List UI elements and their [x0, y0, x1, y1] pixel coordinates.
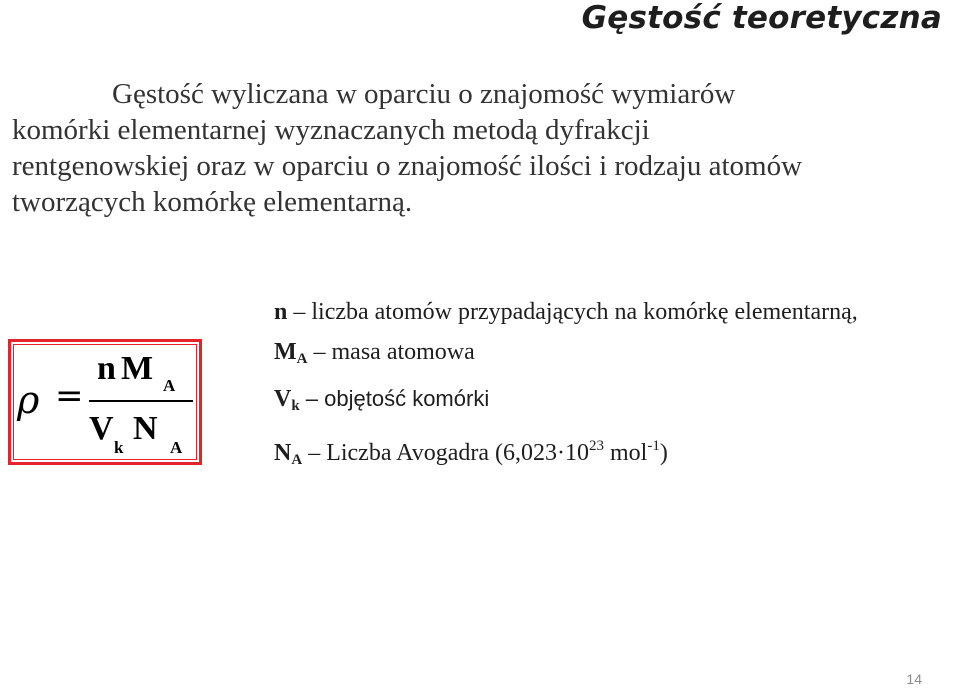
slide-title: Gęstość teoretyczna: [581, 0, 942, 36]
legend-row-MA: [274, 332, 960, 379]
denominator-N: N: [133, 410, 158, 447]
numerator-M: M: [121, 350, 154, 387]
legend-symbol-N: N: [274, 440, 292, 466]
denominator-subscript-k: k: [114, 438, 124, 457]
intro-line-4: tworzących komórkę elementarną.: [12, 186, 413, 218]
legend-symbol-M: M: [274, 339, 297, 365]
page-number: 14: [906, 671, 922, 687]
intro-paragraph: [12, 76, 947, 220]
legend-symbol-n: n: [274, 299, 288, 325]
legend-row-NA: [274, 426, 960, 480]
legend-dot: ·: [557, 440, 565, 466]
legend-row-Vk: [274, 379, 960, 426]
numerator-n: n: [97, 350, 116, 387]
equals-sign: =: [55, 376, 84, 416]
legend-exp: 23: [589, 438, 604, 454]
density-formula-box: [8, 339, 202, 465]
intro-line-1: Gęstość wyliczana w oparciu o znajomość wymiarów: [112, 78, 736, 110]
legend-base: 10: [565, 440, 589, 466]
legend-desc-Vk: – objętość komórki: [299, 386, 490, 411]
legend-desc-NA: – Liczba Avogadra (6,023: [302, 440, 557, 466]
formula-legend: [274, 292, 960, 480]
legend-unit: mol: [604, 440, 648, 466]
legend-sub-A: A: [296, 351, 308, 367]
rho-symbol: ρ: [17, 378, 40, 422]
legend-unit-exp: -1: [647, 438, 660, 454]
fraction-line: [89, 400, 193, 402]
denominator-subscript-A: A: [170, 438, 183, 457]
legend-close: ): [659, 440, 668, 466]
legend-sub-NA: A: [291, 452, 303, 468]
numerator-subscript-A: A: [163, 376, 176, 395]
intro-line-3: rentgenowskiej oraz w oparciu o znajomość ilości i rodzaju atomów: [12, 150, 803, 182]
legend-row-n: [274, 292, 960, 332]
legend-desc-MA: – masa atomowa: [307, 339, 475, 365]
denominator-V: V: [89, 410, 114, 447]
legend-symbol-V: V: [274, 386, 292, 412]
legend-desc-n: – liczba atomów przypadających na komórkę elementarną,: [287, 299, 858, 325]
legend-sub-k: k: [291, 398, 300, 414]
intro-line-2: komórki elementarnej wyznaczanych metodą dyfrakcji: [12, 114, 650, 146]
